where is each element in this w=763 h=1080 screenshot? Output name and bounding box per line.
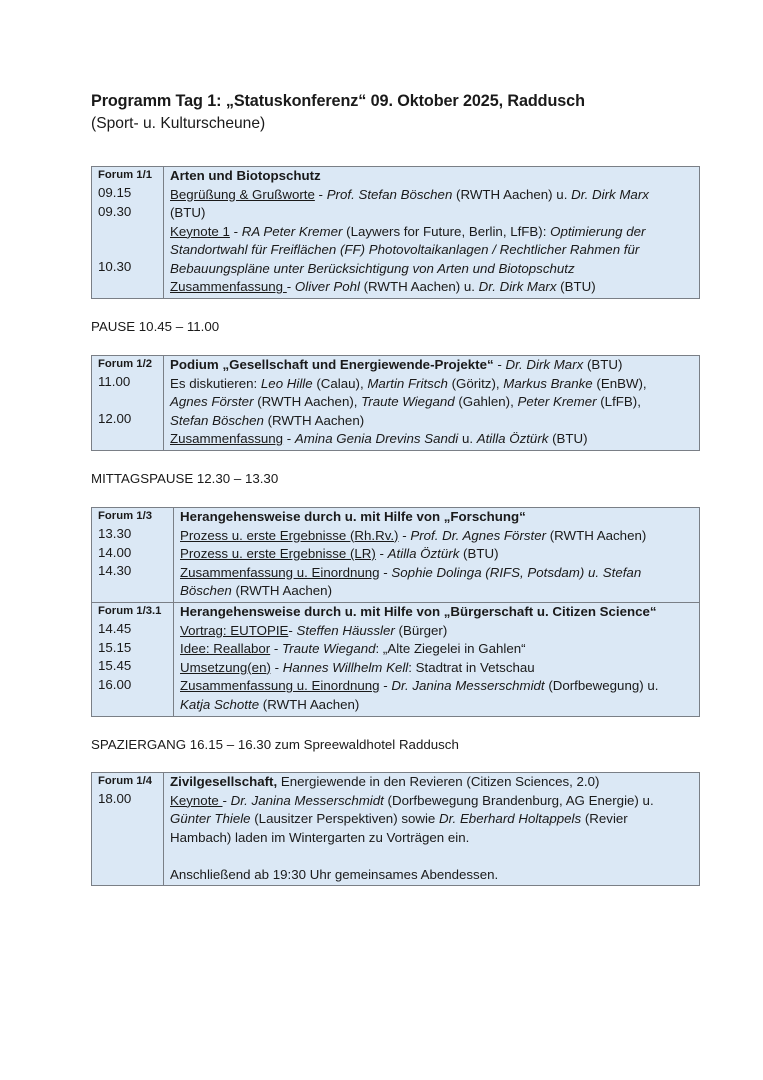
forum-label: Forum 1/2 [98,358,152,370]
program-line: Keynote - Dr. Janina Messerschmidt (Dorfbewegung Brandenburg, AG Energie) u. [170,792,654,808]
program-line: Hambach) laden im Wintergarten zu Vorträgen ein. [170,829,470,845]
program-line: Umsetzung(en) - Hannes Willhelm Kell: Stadtrat in Vetschau [180,659,535,675]
forum-label: Forum 1/3 [98,510,152,522]
time-slot: 15.45 [98,658,132,673]
content-column [164,773,700,886]
program-line: Zusammenfassung u. Einordnung - Dr. Janina Messerschmidt (Dorfbewegung) u. [180,678,659,693]
content-column [174,508,700,603]
forum-heading: Zivilgesellschaft, Energiewende in den Revieren (Citizen Sciences, 2.0) [170,774,600,789]
forum-heading: Herangehensweise durch u. mit Hilfe von „Forschung“ [180,509,526,524]
table-row [92,167,700,299]
time-slot: 09.15 [98,185,132,200]
forum-1-2-table [91,355,700,451]
time-column [92,603,174,717]
table-row [92,508,700,603]
program-line: Katja Schotte (RWTH Aachen) [180,696,360,712]
program-line: Prozess u. erste Ergebnisse (Rh.Rv.) - Prof. Dr. Agnes Förster (RWTH Aachen) [180,527,647,543]
time-slot: 13.30 [98,526,132,541]
table-row [92,356,700,451]
time-slot: 15.15 [98,639,132,655]
table-row [92,603,700,717]
program-line: Zusammenfassung - Amina Genia Drevins Sandi u. Atilla Öztürk (BTU) [170,431,588,446]
forum-1-1-table [91,166,700,299]
forum-label: Forum 1/4 [98,775,152,787]
break-pause: PAUSE 10.45 – 11.00 [91,319,220,334]
table-row [92,773,700,886]
program-line: Prozess u. erste Ergebnisse (LR) - Atilla Öztürk (BTU) [180,546,499,561]
time-column [92,773,164,886]
time-slot: 18.00 [98,791,132,806]
time-slot: 14.30 [98,563,132,578]
time-slot: 14.45 [98,621,132,636]
time-column [92,167,164,299]
program-line: Bebauungspläne unter Berücksichtigung von Arten und Biotopschutz [170,260,575,276]
time-slot: 14.00 [98,544,132,560]
time-slot: 10.30 [98,259,132,274]
break-spaziergang: SPAZIERGANG 16.15 – 16.30 zum Spreewaldhotel Raddusch [91,737,459,752]
program-line: Anschließend ab 19:30 Uhr gemeinsames Abendessen. [170,866,499,882]
program-line: Böschen (RWTH Aachen) [180,583,332,598]
forum-1-3-table [91,507,700,717]
forum-label: Forum 1/1 [98,169,152,181]
program-line: Begrüßung & Grußworte - Prof. Stefan Böschen (RWTH Aachen) u. Dr. Dirk Marx [170,186,649,202]
break-mittagspause: MITTAGSPAUSE 12.30 – 13.30 [91,471,279,486]
time-slot: 12.00 [98,411,132,426]
page-title: Programm Tag 1: „Statuskonferenz“ 09. Oktober 2025, Raddusch [91,92,585,110]
forum-1-4-table [91,772,700,886]
time-column [92,356,164,451]
program-line: Agnes Förster (RWTH Aachen), Traute Wiegand (Gahlen), Peter Kremer (LfFB), [170,394,641,409]
forum-label: Forum 1/3.1 [98,605,162,617]
program-line: Standortwahl für Freiflächen (FF) Photovoltaikanlagen / Rechtlicher Rahmen für [170,242,640,257]
program-line: (BTU) [170,205,206,220]
program-line: Zusammenfassung u. Einordnung - Sophie Dolinga (RIFS, Potsdam) u. Stefan [180,564,642,580]
program-line: Idee: Reallabor - Traute Wiegand: „Alte Ziegelei in Gahlen“ [180,641,526,656]
content-column [164,167,700,299]
forum-heading: Herangehensweise durch u. mit Hilfe von „Bürgerschaft u. Citizen Science“ [180,604,657,619]
program-line: Zusammenfassung - Oliver Pohl (RWTH Aachen) u. Dr. Dirk Marx (BTU) [170,279,596,294]
content-column [174,603,700,717]
page-subtitle: (Sport- u. Kulturscheune) [91,115,266,132]
time-slot: 16.00 [98,676,132,692]
forum-heading: Podium „Gesellschaft und Energiewende-Projekte“ - Dr. Dirk Marx (BTU) [170,357,623,372]
program-line: Vortrag: EUTOPIE- Steffen Häussler (Bürger) [180,622,448,638]
forum-heading: Arten und Biotopschutz [170,168,321,183]
time-column [92,508,174,603]
program-line: Stefan Böschen (RWTH Aachen) [170,412,365,428]
program-line: Günter Thiele (Lausitzer Perspektiven) sowie Dr. Eberhard Holtappels (Revier [170,811,628,826]
program-line: Keynote 1 - RA Peter Kremer (Laywers for Future, Berlin, LfFB): Optimierung der [170,223,646,239]
time-slot: 09.30 [98,203,132,219]
program-line: Es diskutieren: Leo Hille (Calau), Martin Fritsch (Göritz), Markus Branke (EnBW), [170,375,647,391]
content-column [164,356,700,451]
time-slot: 11.00 [98,374,131,389]
